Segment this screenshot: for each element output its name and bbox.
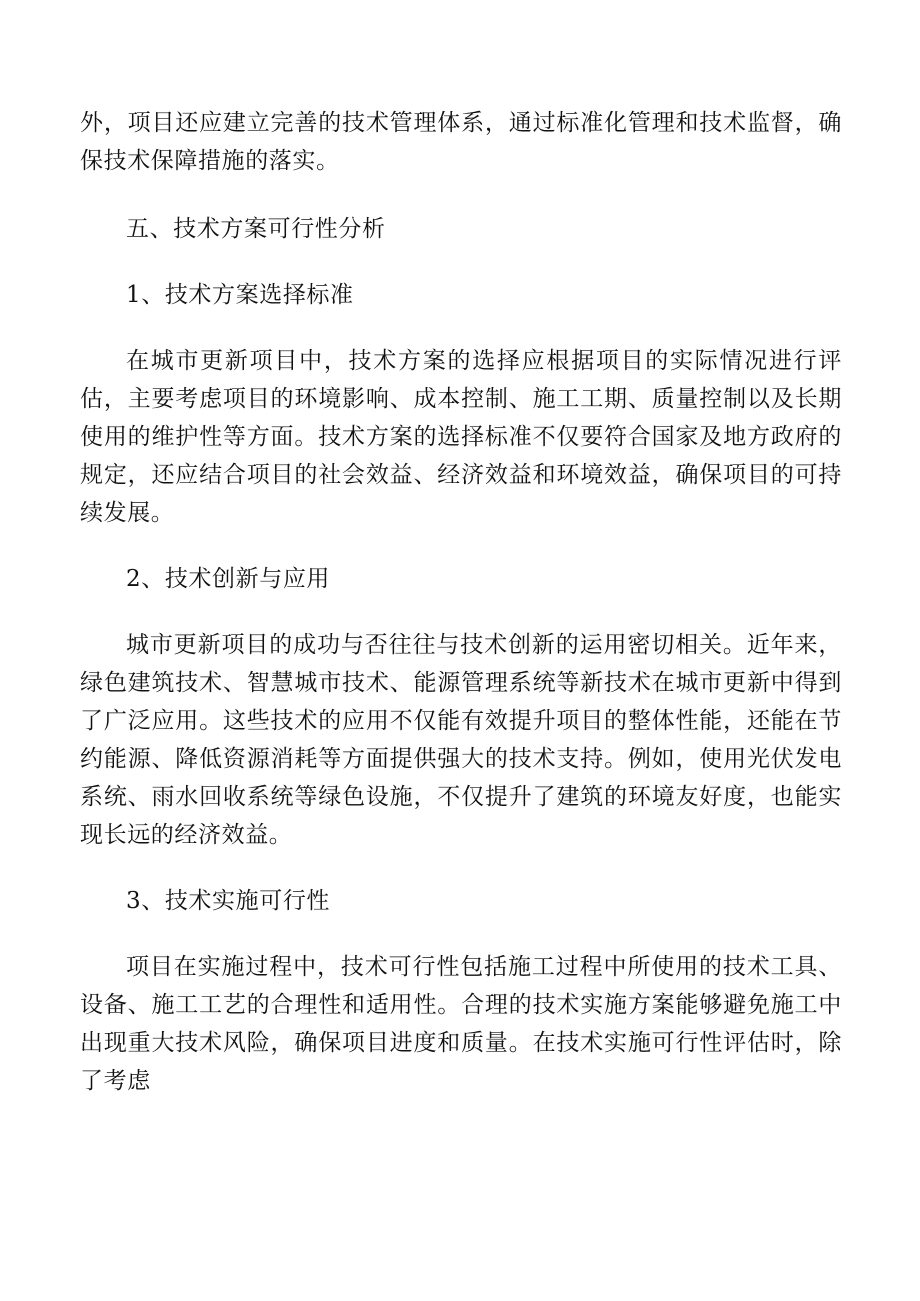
spacer <box>80 854 842 882</box>
subsection-heading-2: 2、技术创新与应用 <box>126 566 331 592</box>
paragraph-selection-criteria: 在城市更新项目中，技术方案的选择应根据项目的实际情况进行评估，主要考虑项目的环境影响、成本控制、施工工期、质量控制以及长期使用的维护性等方面。技术方案的选择标准不仅要符合国家及地方政府的规定，还应结合项目的社会效益、经济效益和环境效益，确保项目的可持续发展。 <box>80 348 842 526</box>
spacer <box>80 598 842 626</box>
spacer <box>80 920 842 948</box>
paragraph-innovation: 城市更新项目的成功与否往往与技术创新的运用密切相关。近年来，绿色建筑技术、智慧城市技术、能源管理系统等新技术在城市更新中得到了广泛应用。这些技术的应用不仅能有效提升项目的整体性能，还能在节约能源、降低资源消耗等方面提供强大的技术支持。例如，使用光伏发电系统、雨水回收系统等绿色设施，不仅提升了建筑的环境友好度，也能实现长远的经济效益。 <box>80 632 842 848</box>
spacer <box>80 248 842 276</box>
paragraph-continuation: 外，项目还应建立完善的技术管理体系，通过标准化管理和技术监督，确保技术保障措施的落实。 <box>80 110 842 174</box>
paragraph-implementation: 项目在实施过程中，技术可行性包括施工过程中所使用的技术工具、设备、施工工艺的合理性和适用性。合理的技术实施方案能够避免施工中出现重大技术风险，确保项目进度和质量。在技术实施可行性评估时，除了考虑 <box>80 954 842 1094</box>
document-body <box>80 104 842 1100</box>
spacer <box>80 180 842 210</box>
spacer <box>80 532 842 560</box>
section-heading: 五、技术方案可行性分析 <box>126 216 386 242</box>
subsection-heading-1: 1、技术方案选择标准 <box>126 282 354 308</box>
spacer <box>80 314 842 342</box>
subsection-heading-3: 3、技术实施可行性 <box>126 888 331 914</box>
